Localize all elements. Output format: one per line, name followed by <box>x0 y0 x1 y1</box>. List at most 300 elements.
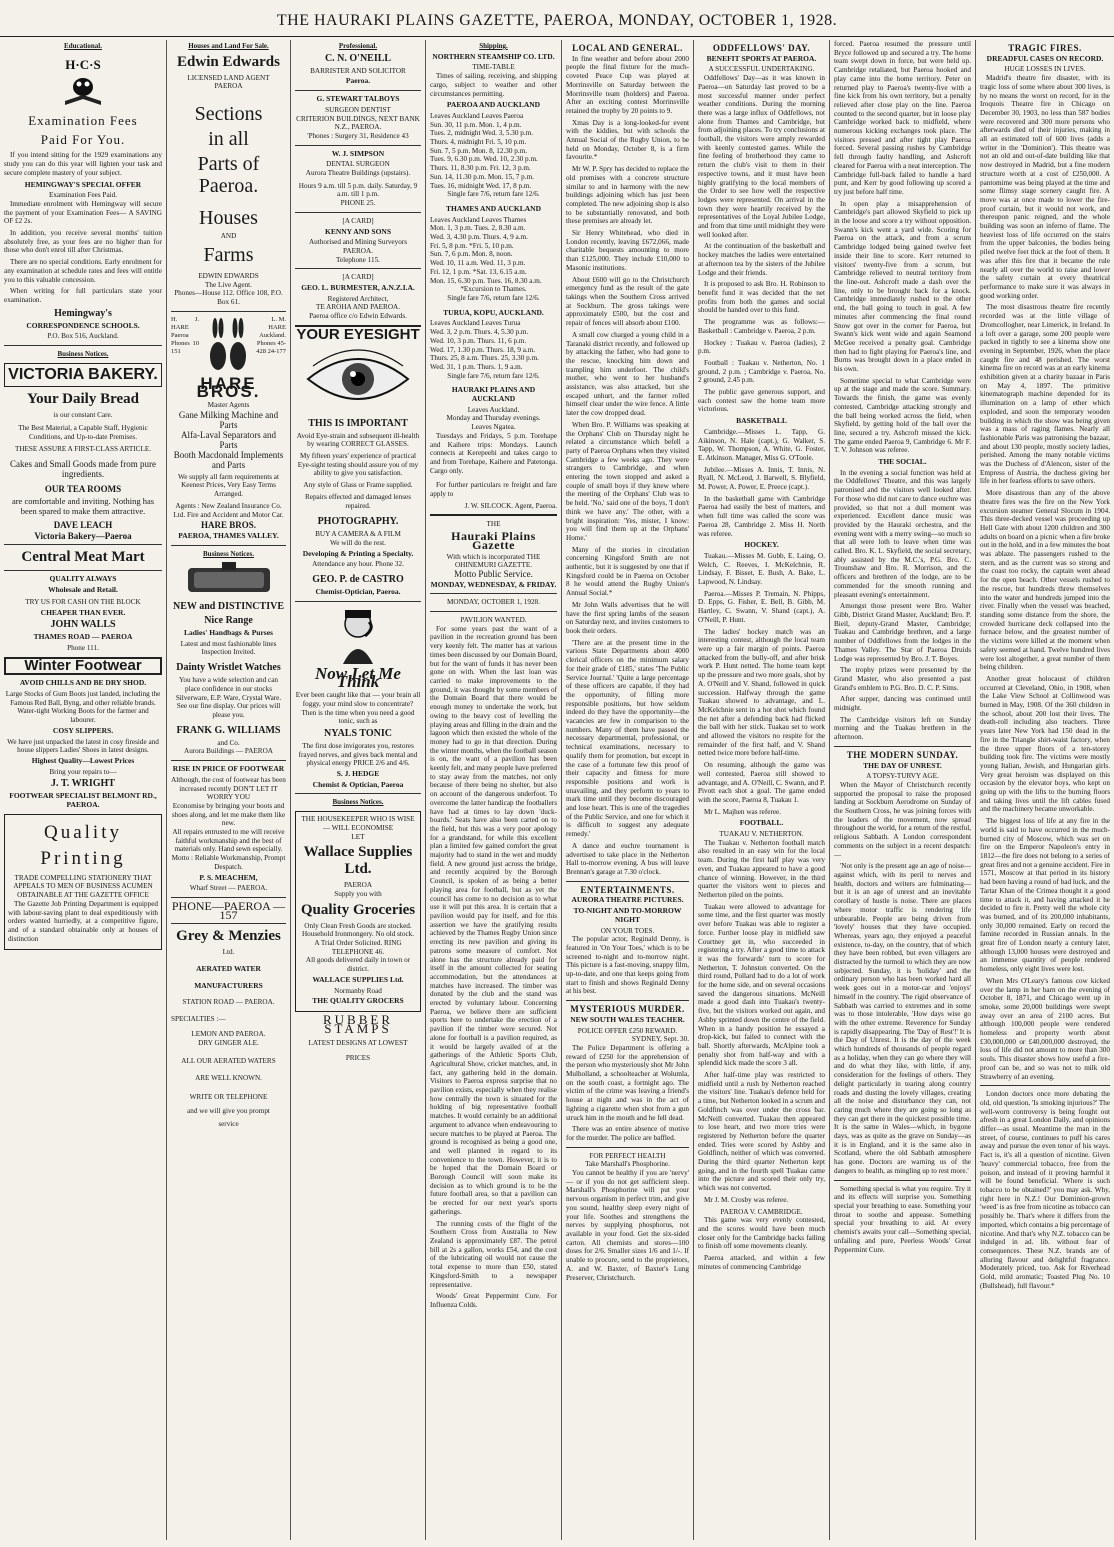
rise-text: Although, the cost of footwear has been increased recently DON'T LET IT WORRY YOU <box>171 775 286 802</box>
paragraph: Mr J. M. Crosby was referee. <box>704 1195 789 1204</box>
divider <box>171 923 286 924</box>
talboys-phones: 'Phones : Surgery 31, Residence 43 <box>307 131 409 140</box>
issue-date: MONDAY, OCTOBER 1, 1928. <box>447 598 540 607</box>
paragraph: Mr John Walls advertises that he will have the first spring lambs of the season on Saturday next, and invites customers to book their orders. <box>566 600 689 635</box>
paragraph: In open play a misapprehension of Cambridge's part allowed Skyfield to pick up in the loose and score a try without opposition. Swann's kick went a yard wide. Scoring for Paeroa on the attack, and from a scrum Cambridge lodged being gained twelve feet inside their line to score. Kerr returned to visitors' twenty-five from a scrum, but Cambridge relieved to neutral territory from the line-out. Ashcroft made a dash over the line, only to be brought back for a knock. Cambridge immediately rushed to the other end, the ball going to touch in goal. A few minutes after commencing the final round Snow got over in the corner for Paeroa, but Swann's kick went wide and again Seamond McGee received a penalty goal. Cambridge then had to fight playing for Paeroa's line, and Burns was brought down in a place ended in his own. <box>834 199 971 374</box>
column-2 <box>167 40 291 1540</box>
hp-text: Leaves Ngatea. <box>471 423 516 432</box>
paeroa-auckland: PAEROA AND AUCKLAND <box>446 100 541 110</box>
benefit-sports: BENEFIT SPORTS AT PAEROA. <box>706 53 817 63</box>
editorial-text: For some years past the want of a pavilion in the recreation ground has been very keenly felt. The matter has at various times been discussed by our Domain Board, but for the want of funds it has never been gone on with. When the last loan was carried to make improvements to the ground, it was thought by some members of the Domain Board that there would be enough money to undertake the work, but owing to the heavy cost of levelling the playing areas and filling in the drain and the lagoon which then existed the whole of the money had to go in that direction. During the winter months, when the football season is on, the want of a pavilion has been keenly felt, and many people have preferred to stay away from the matches, not only because of there being no shelter, but also on account of the dangerous underfoot. To overcome the latter handicap the footballers have had at times to lay down 'duck-boards.' Seats have also been carted on to the field, but this was a very poor apology for a grandstand, for while this excellent plan a limited few gained comfort the great majority had to stand in the wet and muddy field. A new ground just across the bridge, and recently acquired by the Borough Council, is spoken of as being a better playing area for football, but as yet the council has come to no decision as to what use it will put this area. It is certain that a pavilion would pay for itself, and for this assertion we have the gratifying results achieved by the Thames Rugby Union since erecting its new pavilion and giving its patrons some measure of comfort. Not alone has the structure already paid for itself in the amount collected for seating accommodation, but the attendances at matches have increased. The timber was donated by the club and the stand was erected by voluntary labour. Concerning Paeroa, we believe there are sufficient sports here to undertake the erection of a pavilion if the timber were secured. Not alone for football is a pavilion required, as it would be largely availed of at the gatherings of the Athletic Sports Club, Agricultural Show, cricket matches, and, in fact, any gathering held in the domain. Visitors to Paeroa express surprise that no pavilion exists, especially when they realise how centrally the town is situated for the holding of big representative football matches. It would certainly be an additional argument to advance when endeavouring to secure matches to be played at Paeroa. The ground is recognised as being a good one, and well planned in regard to its convenience to the town. However, it is to be hoped that the Domain Board or Borough Council will soon make its decision as to which ground is to be the future football area, so that a pavilion can be erected for our next year's sports gatherings. <box>430 624 557 1216</box>
thinking-man-icon <box>323 606 393 666</box>
timetable-row: Fri. 12, 1 p.m. *Sat. 13, 6.15 a.m. <box>430 267 527 276</box>
column-1 <box>0 40 167 1540</box>
timetable-intro: Times of sailing, receiving, and shipping cargo, subject to weather and other circumstances permitting. <box>430 72 557 98</box>
paragraph: About £600 will go to the Christchurch emergency fund as the result of the gate takings when the Southern Cross arrived at Sockburn. The gross takings were approximately £500, but the cost and repair of fences will absorb about £100. <box>566 275 689 328</box>
parts-of-paeroa: Parts of Paeroa. <box>197 153 260 198</box>
victoria-bakery-paeroa: Victoria Bakery—Paeroa <box>34 530 132 541</box>
quality-grocers: THE QUALITY GROCERS <box>312 996 404 1006</box>
timetable-row: Fri. 5, 8 p.m. *Fri. 5, 10 p.m. <box>430 241 514 250</box>
section-heading: Shipping. <box>479 42 508 50</box>
agents-text: Agents : New Zealand Insurance Co. Ltd. Fire and Accident and Motor Car. <box>173 501 284 519</box>
wholesale-retail: Wholesale and Retail. <box>48 585 118 595</box>
police-offer: POLICE OFFER £250 REWARD. <box>577 1026 678 1035</box>
timetable-row: Tues. 9, 6.30 p.m. Wed. 10, 2.30 p.m. <box>430 155 538 164</box>
dainty-watches: Dainty Wristlet Watches <box>176 662 281 674</box>
paeroa: Paeroa. <box>345 76 371 86</box>
divider <box>834 746 971 747</box>
handbag-icon <box>184 560 274 596</box>
turua-kopu: TURUA, KOPU, AUCKLAND. <box>443 307 544 317</box>
paragraph: It is proposed to ask Bro. H. Robinson to benefit fund it was decided that the net profits from both the games and social should be handed over to this fund. <box>698 280 825 315</box>
live-agent: The Live Agent. <box>205 280 252 289</box>
simpson: W. J. SIMPSON <box>331 148 385 158</box>
paragraph: Football : Tuakau v. Netherton, No. 1 ground, 2 p.m. ; Cambridge v. Paeroa, No. 2 ground, 2.45 p.m. <box>698 358 825 385</box>
in-all: in all <box>208 128 249 151</box>
paragraph: A small cow charged a young child in a Taranaki district recently, and followed up by attacking the father, who had gone to the rescue, knocking him down and trampling him underfoot. The child's mother, who went to her husband's assistance, was also attacked, but she escaped unhurt, and the farmer rolled himself clear under the wire fence. A little later the cow dropped dead. <box>566 330 689 418</box>
hp-text: Leaves Auckland. <box>467 405 520 414</box>
wallace-ltd: WALLACE SUPPLIES Ltd. <box>312 974 404 984</box>
daily-bread: Your Daily Bread <box>27 391 139 408</box>
paragraph: In fine weather and before about 2000 people the final fixture for the much-coveted Peace Cup was played at Morrinsville on Saturday between the Morrinsville team (holders) and Paeroa. After an exciting contest Morrinsville retained the trophy by 20 points to 9. <box>566 54 689 115</box>
aurora-pictures: AURORA THEATRE PICTURES. <box>571 895 684 905</box>
this-is-important: THIS IS IMPORTANT <box>308 417 408 429</box>
excursion: *Excursion to Thames. <box>460 285 527 294</box>
quality-printing-box <box>4 814 162 951</box>
we-do-rest: We will do the rest. <box>330 538 386 547</box>
paragraph: Paeroa attacked, and within a few minutes of commencing Cambridge <box>698 1254 825 1271</box>
section-heading: Business Notices. <box>332 798 384 807</box>
northern-steamship: NORTHERN STEAMSHIP CO. LTD. <box>432 51 555 61</box>
printing-text: The Gazette Job Printing Department is equipped with labour-saving plant to deal expeditiously with orders wanted hurriedly, at a competitive figure, and of a standard obtainable only at houses of distinction <box>8 899 158 943</box>
manufacturers: MANUFACTURERS <box>194 980 263 990</box>
prompt: and we will give you prompt <box>187 1107 270 1116</box>
paragraph: The most disastrous theatre fire recently recorded was at the little village of Dromcollogher, near Limerick, in Ireland. In a loft over a garage, some 200 people were packed in tightly to see a kinema show one evening in September, 1926, when the place caught fire and 48 perished. The worst kinema fire on record was at an early kinema exhibition given at a charity bazaar in Paris on May 4, 1897. The primitive kinematograph machine depended for its illumination on a lamp of ether which exploded, and soon the temporary wooden building in which the show was being given was a mass of raging flames. Nearly all fashionable Paris was patronising the bazaar, and about 130 people, mostly society ladies, perished. Among the many notable victims was the Duchess of d'Alencon, sister of the Empress of Austria, the duchess giving her life in her fearless efforts to save others. <box>980 303 1110 486</box>
nice-range: Nice Range <box>204 615 253 627</box>
hemingway-name: Hemingway's <box>54 307 112 319</box>
the: THE <box>486 520 501 529</box>
paeroa-office: Paeroa office c/o Edwin Edwards. <box>309 312 407 321</box>
paragraph: This game was very evenly contested, and the scores would have been much closer only for the Cambridge backs failing to finish off some movements cleanly. <box>698 1216 825 1251</box>
paragraph: forced. Paeroa resumed the pressure until Bryce followed up and secured a try. The home team swept down in force, but were held up. Cambridge retaliated, but Paeroa hooked and play came into the home territory. Peter on returned play to Paeroa's twenty-five with a fine kick from his own territory, but a penalty relieved after close play on the line. Paeroa counted to the second quarter, but in loose play Cambridge worked back to midfield, where numerous kicking exchanges took place. The visitors pressed and after tight play Paeroa forced. Several passing rushes by Cambridge fell through faulty handling, and Ashcroft cleared for Paeroa with a neat interception. The Cambridge full-back failed to handle a hard punt, and Kerr by good following up scored a try just before half time. <box>834 40 971 196</box>
paragraph: There was an entire absence of motive for the murder. The police are baffled. <box>566 1125 689 1142</box>
hemingway-schools: CORRESPONDENCE SCHOOLS. <box>26 320 140 330</box>
paper-title: Hauraki Plains Gazette <box>451 529 536 552</box>
latest-designs: LATEST DESIGNS AT LOWEST <box>308 1039 408 1048</box>
paragraph: Tuakau were allowed to advantage for some time, and the first quarter was mostly over before Tuakau was able to register a force. Further loose play in midfield saw Courtney get in, who succeeded in registering a try. After a good time to attack it was the forwards' turn to score for Netherton, T. Johnston converted. On the third round, Pollard had to do a lot of work for the home side, and on several occasions saved the dangerous situations. McNeill made a good dash into Tuakau's twenty-five, but the visitors worked out again, and Ashby sprinted down the centre of the field. When in a handy position he essayed a drop-kick, but failed to connect with the ball. Shortly afterwards, McAlpine took a penalty shot from half-way and with a splendid kick made the score 3 all. <box>698 902 825 1068</box>
divider <box>295 145 421 146</box>
divider <box>834 1180 971 1181</box>
eye-text: Repairs effected and damaged lenses repaired. <box>304 492 412 510</box>
divider <box>171 545 286 546</box>
cosy-slippers: COSY SLIPPERS. <box>52 725 114 735</box>
timetable-row: Wed. 3, 4.30 p.m. Thurs. 4, 9 a.m. <box>430 233 528 242</box>
handbag-illustration <box>171 560 286 599</box>
column-5 <box>562 40 694 1540</box>
local-general: LOCAL AND GENERAL. <box>572 43 683 53</box>
printing-heading: Printing <box>40 847 126 869</box>
wharf-street: Wharf Street — PAEROA. <box>189 884 268 893</box>
specialties: SPECIALTIES :— <box>171 1015 226 1024</box>
service: service <box>218 1120 239 1129</box>
hours: Hours 9 a.m. till 5 p.m. daily. Saturday, 9 a.m. till 1 p.m. <box>298 181 418 199</box>
rubber-stamps: RUBBER STAMPS <box>322 1012 393 1036</box>
timetable-row: Thurs. 25, 8 a.m. Thurs. 25, 3.30 p.m. <box>430 354 539 363</box>
criterion: CRITERION BUILDINGS, NEXT BANK N.Z., PAEROA. <box>296 114 420 132</box>
fare: Single fare 7/6, return fare 12/6. <box>447 371 540 380</box>
paragraph: The Tuakau v. Netherton football match also resulted in an easy win for the local team. During the first half play was very even, and Tuakau appeared to have a good chance of winning. However, in the third quarter the visitors went to pieces and Netherton piled on the points. <box>698 838 825 899</box>
rise-text: All repairs entrusted to me will receive faithful workmanship and the best of materials only. Hand sewn especially. <box>172 828 285 854</box>
paragraph: The trophy prizes were presented by the Grand Master, who also presented a past Grand's emblem to P.G. Bro. D. C. P. Sims. <box>834 666 971 692</box>
paragraph: When the Mayor of Christchurch recently supported the proposal to raise the proposed landing at Sockburn Aerodrome on Sunday of the Southern Cross, he was joining forces with the leaders of the movement, now spread throughout the world, for a return of the restful, religious Sabbath. A London correspondent comments on the subject in a recent despatch:— <box>834 780 971 859</box>
basketball: BASKETBALL <box>736 416 787 426</box>
grocery-text: Only Clean Fresh Goods are stocked. <box>304 921 412 930</box>
paragraph: Mr W. P. Spry has decided to replace the old premises with a concrete structure similar to and in harmony with the new buildings adjoining which has just been completed. The new adjoining shop is also to be substantially renovated, and both these premises are already let. <box>566 165 689 226</box>
paragraph: In addition, you receive several months' tuition absolutely free, as your fees are no higher than for those who don't enrol till after Christmas. <box>4 229 162 255</box>
edwin-edwards-caps: EDWIN EDWARDS <box>198 271 259 280</box>
a-card: [A CARD] <box>342 273 374 282</box>
successful: A SUCCESSFUL UNDERTAKING. <box>708 65 815 74</box>
offer-sub: Examination Fees Paid. <box>48 191 118 200</box>
paragraph: 'There are at the present time in the various State Departments about 4000 clerical officers on the minimum salary for their grade of £185,' states 'The Public Service Journal.' 'Quite a large percentage of these officers are capable, if they had the opportunity, of filling more responsible positions, but how seldom indeed do they have the opportunity—the vacancies are few in comparison to the numbers. Many of them have passed the necessary departmental, professional, or technical examinations, necessary to qualify them for promotion, but except in the case of a fortunate few this proof of their capacity and fitness for more responsible positions and work is unavailing, and they perform to years to mark time until they become discouraged and lose heart. This is one of the tragedies of the Public Service, and one for which it is difficult to suggest any adequate remedy.' <box>566 638 689 839</box>
aurora-theatre: Aurora Theatre Buildings (upstairs). <box>305 169 411 178</box>
the-social: THE SOCIAL. <box>878 457 927 467</box>
paragraph: The ladies' hockey match was an interesting contest, although the local team were up a fair margin of points. Paeroa attacked from the bully-off, and after brisk work P. Hunt netted. The home team kept up the pressure and two more goals, shot by A. O'Neill and V. Shand, followed in quick succession. Halfway through the game Tuakau showed to advantage, and L. McKelchnie sent in a hot shot which found the net after a defending back had flicked the ball with her stick. Tuakau set to work and allowed the visitors no respite for the remainder of the first half, and V. Shand netted twice more before half-time. <box>698 627 825 758</box>
hare-bros-address: PAEROA, THAMES VALLEY. <box>178 530 279 540</box>
aurora-buildings: Aurora Buildings — PAEROA <box>184 747 273 756</box>
wallace-paeroa: PAEROA <box>343 881 373 890</box>
john-walls: JOHN WALLS <box>50 619 116 631</box>
paragraph: The popular actor, Reginald Denny, is featured in 'On Your Toes,' which is to be screened to-night and to-morrow night. This picture is a fast-moving, snappy film, up-to-date, and one that keeps going from start to finish and shows Reginald Denny at his best. <box>566 935 689 996</box>
victoria-bakery-title: VICTORIA BAKERY. <box>8 365 158 383</box>
write-telephone: WRITE OR TELEPHONE <box>189 1092 268 1101</box>
timetable-row: Sun. 14, 11.30 p.m. Mon. 15, 7 p.m. <box>430 172 534 181</box>
divider <box>4 345 162 346</box>
ee-phones: Phones—House 112. Office 108, P.O. Box 61. <box>174 289 283 306</box>
now-let-me-think: Now Let Me Think <box>315 663 401 692</box>
burmester: GEO. L. BURMESTER, A.N.Z.I.A. <box>301 283 415 293</box>
divider <box>566 881 689 882</box>
hare-bros-logo: HARE BROS. <box>196 373 261 402</box>
victoria-bakery-box <box>4 363 162 388</box>
timetable-row: Sun. 7, 6 p.m. Mon. 8, noon. <box>430 250 513 259</box>
kenny-sons: KENNY AND SONS <box>325 226 391 236</box>
paragraph: A dance and euchre tournament is advertised to take place in the Netherton Hall to-morrow evening. A bus will leave Brennan's garage at 7.30 o'clock. <box>566 841 689 876</box>
newspaper-page <box>0 40 1114 1540</box>
section-heading: Business Notices. <box>203 549 254 558</box>
section-heading: Professional. <box>338 42 378 50</box>
fare: Single fare 7/6, return fare 12/6. <box>447 190 540 199</box>
hare-bros-name: HARE BROS. <box>200 520 256 531</box>
winter-footwear: Winter Footwear <box>4 657 162 676</box>
hp-text: Monday and Thursday evenings. <box>446 414 541 423</box>
paragraph: Amongst those present were Bro. Walter Gibb, District Grand Master, Auckland; Bro. P. Bieil, deputy-Grand Master, Cambridge; Tuakau and Cambridge brethren, and a large number of Oddfellows from the lodges in the Thames Valley. The Star of Paeroa Druids Lodge was represented by Bro. J. T. Boyes. <box>834 602 971 663</box>
paragraph: When Mrs O'Leary's famous cow kicked over the lamp in her barn on the evening of October 8, 1871, and Chicago went up in smoke, some 20,000 buildings were swept away over an area of 2100 acres. But although 100,000 people were rendered homeless and property worth about £30,000,000 or £40,000,000 destroyed, the loss of life did not amount to more than 300 souls. This disaster shows how useful a fire-proof can be, and so was not to milk old Strawberry of an evening. <box>980 976 1110 1081</box>
land-agent: LICENSED LAND AGENT <box>187 73 270 82</box>
hedge-chemist: Chemist & Optician, Paeroa <box>312 779 404 789</box>
booth-macdonald: Booth Macdonald Implements and Parts <box>173 449 284 470</box>
latest-lines: Latest and most fashionable lines Inspection Invited. <box>180 639 277 657</box>
well-known: ARE WELL KNOWN. <box>195 1073 262 1082</box>
column-6 <box>694 40 830 1540</box>
paeroa: PAEROA <box>214 82 243 91</box>
master-agents: Master Agents <box>207 401 250 410</box>
dental-surgeon: DENTAL SURGEON <box>326 160 390 169</box>
paragraph: Immediate enrolment with Hemingway will secure the payment of your Examination Fees— A SAVING OF £2 2s. <box>4 199 162 226</box>
surgeon-dentist: SURGEON DENTIST <box>325 105 391 114</box>
bakery-text: THESE ASSURE A FIRST-CLASS ARTICLE. <box>14 444 152 453</box>
hcs-logo <box>4 57 162 110</box>
masthead-title: THE HAURAKI PLAINS GAZETTE, PAEROA, MONDAY, OCTOBER 1, 1928. <box>276 12 838 29</box>
barrister: BARRISTER AND SOLICITOR <box>310 66 406 75</box>
photography: PHOTOGRAPHY. <box>317 516 399 528</box>
column-4 <box>426 40 562 1540</box>
divider <box>430 593 557 594</box>
grey-menzies: Grey & Menzies <box>176 928 281 945</box>
talboys: G. STEWART TALBOYS <box>316 94 400 104</box>
hp-text: For further particulars re freight and fare apply to <box>430 481 557 499</box>
timetable-row: Sun. 7, 5 p.m. Mon. 8, 12.30 p.m. <box>430 146 528 155</box>
paragraph: Xmas Day is a long-looked-for event with the kiddies, but with schools the Annual Social of the Rugby Union, to be held on Monday, October 8, is a firm favourite.* <box>566 118 689 162</box>
thames-auckland: THAMES AND AUCKLAND <box>445 203 541 213</box>
grocery-text: All goods delivered daily in town or district. <box>305 956 411 974</box>
your-eyesight: YOUR EYESIGHT <box>296 325 420 343</box>
day-of-unrest: THE DAY OF UNREST. <box>863 760 942 770</box>
hj-hare: H. J. HARE Paeroa Phones 10 151 <box>171 315 199 355</box>
footwear-text: Large Stocks of Gum Boots just landed, including the Famous Red Ball, Byng, and other reliable brands. <box>5 690 161 707</box>
paragraph: The programme was as follows:— Basketball : Cambridge v. Paeroa, 2 p.m. <box>698 318 825 335</box>
entertainments: ENTERTAINMENTS. <box>580 884 675 895</box>
eye-text: My fifteen years' experience of practical Eye-sight testing should assure you of my ability to give you satisfaction. <box>297 451 419 478</box>
paragraph: At the continuation of the basketball and hockey matches the ladies were entertained at afternoon tea by the sisters of the Jubilee Lodge and their friends. <box>698 242 825 277</box>
paragraph: When Bro. P. Williams was speaking at the Orphans' Club on Thursday night he related a circumstance which befell a party of Paeroa Orphans when they visited Cambridge a few weeks ago. They were strangers to Cambridge, and when entering the town stopped and asked a couple of small boys if they knew where the meeting of the Orphans' Club was to be held. 'No,' said one of the boys, 'I don't think we have any.' The other, with a bright inspiration: 'Yes, mister, I know: you will find them up at the Orphans' Home.' <box>566 420 689 542</box>
paragraph: More disastrous than any of the above theatre fires was the fire on the New York excursion steamer General Slocum in 1904. This three-decked vessel was proceeding up Hell Gate with about 1200 children and 300 adults on board on a picnic when a fire broke out in the hold, and in a few minutes the boat was ablaze. The passengers rushed to the stern, and as the current was so strong and the coast too rocky, the captain went ahead for the open beach. Other vessels rushed to the rescue, but hundreds threw themselves into the water and hundreds jumped into the river. Finally when the vessel was beached, standing some distance from the shore, the crowded hurricane deck collapsed into the furnace below, and the greatest number of the victims were killed at the moment when safety seemed at hand. Twelve hundred lives were lost altogether, a great number of them being children. <box>980 489 1110 672</box>
paragraph: The public gave generous support, and each contest saw the home team more victorious. <box>698 388 825 414</box>
phone-111: Phone 111. <box>67 643 99 652</box>
paragraph: In the evening a social function was held at the Oddfellows' Theatre, and this was largely patronised and the visitors well looked after. For those who did not care to dance euchre was provided, so that not a dull moment was experienced. Excellent dance music was provided by the Hauraki orchestra, and the evening went with a merry swing—so much so that all were loth to leave when time was called. Bro. K. L. Skyfield, the social secretary, ably assisted by the M.C.'s, P.G. Bro. C. Trounshaw and Bro. R. Morrison, and the officers and brethren of the lodge, are to be commended for the smooth running and pleasant evening's entertainment. <box>834 468 971 599</box>
bakery-text: The Best Material, a Capable Staff, Hygienic Conditions, and Up-to-date Premises. <box>18 424 148 441</box>
paragraph: Mr L. Majhen was referee. <box>704 807 782 816</box>
paragraph: When writing for full particulars state your examination. <box>4 287 162 304</box>
paeroa-auckland-rows <box>430 121 557 191</box>
section-heading: Educational. <box>64 42 102 50</box>
paragraph: Sir Henry Whitehead, who died in London recently, leaving £672,066, made charitable bequests amounting to more than £125,000. They include £10,000 to Masonic institutions. <box>566 229 689 272</box>
hauraki-plains-auckland: HAURAKI PLAINS AND AUCKLAND <box>451 385 536 404</box>
paragraph: 'Not only is the present age an age of noise—against which, with its peril to nerves and health, doctors and writers are fulminating—but it is an age of unrest and an inevitable corollary of hustle is noise. There are places where motor traffic is rendering life unbearable. People are being driven from 'lovely' houses that they have occupied. Whereas, years ago, they enjoyed a peaceful existence, to-day, on the country, that of which they have been robbed, but even villagers are distracted by the turmoil to which they are now subjected. Sunday, it is 'holiday' and the ordinary person who has been worked hard all week goes out in a motor-car and 'enjoys' himself in the country. The rigid observance of Sabbath was carried to extremes and in some was to those intolerable, 'How days wise go with the other extreme. Reverence for Sunday is rapidly disappearing. The 'Day of Rest'!' It is the Day of Unrest. It is the day of the week which hundreds of thousands of people regard as a holiday, when they can go where they will and do what they like, with little, if any, consideration for the feelings of others. They delight particularly in tearing along country roads and dusting the lovely villages, creating all the noise and disturbance they can, not caring much where they are going so long as they can get there in the quickest possible time. It is the same in Wales—which, in bygone days, was as quite as the grave on Sunday—as it is in England, and it is the same also in Scotland, where the old Sabbath atmosphere has gone. Doctors are warning us of the dangers to health, as mingling up to rest more.' <box>834 862 971 1175</box>
paragraph: London doctors once more debating the old, old question, 'Is smoking injurious?' The well-worn controversy is being fought out afresh in a great London Daily, and opinions differ—as usual. Meantime the man in the street, of course, continues to puff his cares away and pursue the even tenor of his ways. Fact is, it's all a question of nicotine. Given 'heavy' commercial tobacco, free from the poison, and instead of it proving harmful it will be found beneficial. 'Where is such tobacco to be obtained?' you may ask. Why, right here in N.Z.! Our Dominion-grown 'weed' is as free from nicotine as tobacco can possibly be. That's where it differs from the imported, which contains a big percentage of nicotine. And that's why N.Z. tobacco can be indulged in ad. lib. without fear of consequences. These N.Z. brands are of alluring flavour and delightful fragrance. Moderately priced, too. Ask for Riverhead Gold, mild aromatic; Toasted Plug No. 10 (Bullshead), full flavour.* <box>980 1090 1110 1290</box>
see-display: See our fine display. Our prices will please you. <box>176 702 281 719</box>
nyals-tonic: NYALS TONIC <box>324 727 392 739</box>
divider <box>171 897 286 898</box>
paragraph: The Cambridge visitors left on Sunday morning and the Tuakau brethren in the afternoon. <box>834 715 971 742</box>
paragraph: Oddfellows' Day—as it was known in Paeroa—on Saturday last proved to be a most successful manner under perfect weather conditions. During the morning there was a large influx of Oddfellows, not alone from Thames and Cambridge, but from adjoining places. To try conclusions at football, the visitors were amply rewarded with keenly contested games. While the fine feeling of brotherhood they came to return the club's visit to them in their respective towns, and it must have been highly gratifying to the local members of the Order to see how well the respective lodges were represented. On arrival in the town they were heartily received by the representatives of the Loyal Jubilee Lodge, and from that time until midnight they were well looked after. <box>698 74 825 239</box>
paragraph: After half-time play was restricted to midfield until a rush by Netherton reached the visitors' line. Tuakau's defence held for a time, but Netherton looked in a scrum and Goldfinch was over under the cross bar. McNeill converted. Tuakau then appeared to lose heart, and two more tries were registered by Netherton before the quarter ended. Tries were scored by Ashby and Goldfinch, neither of which was converted. During the third quarter Netherton kept going, and in the fourth spell Tuakau came into the picture and scored their only try, which was not converted. <box>698 1071 825 1193</box>
oddfellows-day: ODDFELLOWS' DAY. <box>712 43 811 53</box>
owl-book-icon <box>53 57 113 107</box>
incorporated: With which is incorporated THE OHINEMURI GAZETTE. <box>446 552 541 570</box>
modern-sunday: THE MODERN SUNDAY. <box>846 749 959 760</box>
offer-title: HEMINGWAY'S SPECIAL OFFER <box>24 179 142 189</box>
divider <box>980 1085 1110 1086</box>
telephone-115: Telephone 115. <box>336 255 380 264</box>
marshalls: Take Marshall's Phosphorine. <box>585 1160 670 1169</box>
all-aerated: ALL OUR AERATED WATERS <box>181 1057 276 1066</box>
timetable-row: Thurs. 4, midnight Fri. 5, 10 p.m. <box>430 138 527 147</box>
paragraph: Something special is what you require. Try it and its effects will surprise you. Something special your breathing to ease. Something your throat to soothe and appease. Something special your breathing to aid. At every chemist's awaits your call—Something special, unfailing and pure, Peerless Woods' Great Peppermint Cure. <box>834 1184 971 1254</box>
footwear-prices: Highest Quality—Lowest Prices <box>31 755 135 765</box>
frank-williams-co: and Co. <box>217 738 240 747</box>
paragraph: The biggest loss of life at any fire in the world is said to have occurred in the much-burned city of Moscow, which was set on fire on the Emperor Napoleon's entry in 1812—the fire does not belong to a series of great fires and not a genuine accident. Fire in 1571, Moscow at that period in its history had been having a round of bad luck, and the Tartar Khan of the Crimea thought it a good time to attack it, and having attacked it he decided to fire it. Pretty well the whole city was burned, and of its 200,000 inhabitants, only 30,000 remained. Early on record the famine recorded in Russian annals. In the great fire of London nearly a century later, although 13,000 houses were destroyed and an immense quantity of people rendered homeless, only eight lives were lost. <box>980 817 1110 974</box>
section-heading: Business Notices. <box>57 350 109 359</box>
avoid-chills: AVOID CHILLS AND BE DRY SHOD. <box>19 678 147 688</box>
phone-25: PHONE 25. <box>340 199 376 208</box>
footwear-repairs: Bring your repairs to— <box>49 767 117 776</box>
edwin-edwards: Edwin Edwards <box>177 53 280 70</box>
tonight: TO-NIGHT AND TO-MORROW NIGHT <box>573 906 682 924</box>
timetable-row: Tues. 2, midnight Wed. 3, 5.30 p.m. <box>430 129 534 138</box>
rise-text: Economise by bringing your boots and shoes along, and let me make them like new. <box>171 801 286 828</box>
printing-text: TRADE COMPELLING STATIONERY THAT APPEALS TO MEN OF BUSINESS ACUMEN OBTAINABLE AT THE GAZETTE OFFICE <box>13 873 153 900</box>
lm-hare: L. M. HARE Auckland. Phones 45-428 24-177 <box>256 315 286 355</box>
nsw-teacher: NEW SOUTH WALES TEACHER. <box>570 1014 685 1024</box>
timetable-row: Mon. 15, 6.30 p.m. Tues. 16, 8.30 a.m. <box>430 276 542 285</box>
wallace-supplies: Wallace Supplies Ltd. <box>303 844 413 878</box>
alfa-laval: Alfa-Laval Separators and Parts <box>181 429 276 450</box>
huge-losses: HUGE LOSSES IN LIVES. <box>1004 65 1086 74</box>
divider <box>295 793 421 794</box>
divider <box>295 268 421 269</box>
time-table: TIME-TABLE <box>472 63 515 72</box>
sections-heading: Sections <box>194 103 263 126</box>
timetable-row: Wed. 10, 3 p.m. Thurs. 11, 6 p.m. <box>430 336 527 345</box>
column-3 <box>291 40 426 1540</box>
publish-days: MONDAY, WEDNESDAY, & FRIDAY. <box>430 579 557 589</box>
section-heading: Houses and Land For Sale. <box>188 42 269 50</box>
topsy-turvy: A TOPSY-TURVY AGE. <box>866 772 939 781</box>
aerated-water: AERATED WATER <box>196 964 261 974</box>
timetable-head: Leaves Auckland Leaves Paeroa <box>430 111 524 120</box>
paragraph: In the basketball game with Cambridge Paeroa had easily the best of matters, and when full time was called the score was Paeroa 28, Cambridge 2. Miss H. North was referee. <box>698 494 825 538</box>
rise-in-price: RISE IN PRICE OF FOOTWEAR <box>172 764 285 774</box>
cn-oneill: C. N. O'NEILL <box>324 52 392 64</box>
mysterious-murder: MYSTERIOUS MURDER. <box>570 1004 685 1015</box>
paragraph: Paeroa.—Misses P. Tremain, N. Phipps, D. Epps, G. Fisher, E. Bell, B. Gibb, M. Hartley, C. Swann, V. Shand (capt.), A. O'Neill, P. Hunt. <box>698 589 825 624</box>
quality-groceries: Quality Groceries <box>300 901 416 918</box>
tea-rooms: OUR TEA ROOMS <box>44 484 122 495</box>
cakes-text: Cakes and Small Goods made from pure ingredients. <box>10 459 156 480</box>
eye-icon <box>303 344 413 414</box>
divider <box>430 514 557 516</box>
paragraph: After supper, dancing was continued until midnight. <box>834 695 971 713</box>
normanby-road: Normanby Road <box>334 986 382 995</box>
timetable-row: Tues. 16, midnight Wed. 17, 8 p.m. <box>430 181 532 190</box>
buy-camera: BUY A CAMERA & A FILM <box>315 530 401 539</box>
paragraph: Another great holocaust of children occurred at Cleveland, Ohio, in 1908, when the Lake View School at Collinwood was burned in May, 1908. Of the 360 children in the school, about 200 lost their lives. The death-roll including also teachers. Three years later New York had 150 dead in the fire in the Triangle shirt-waist factory, when the three upper floors of a ten-storey building took fire. The victims were mostly young Italian, Jewish, and Hungarian girls. Very great heroism was displayed on this occasion by the elevator boys, who kept on going up with the lifts to the burning floors and taking lives until the lift cables fused and the machinery became unworkable. <box>980 674 1110 814</box>
watches-text: You have a wide selection and can place confidence in our stocks <box>178 676 279 693</box>
central-meat-mart: Central Meat Mart <box>21 549 145 566</box>
paragraph: Many of the stories in circulation concerning Kingsford Smith are not authentic, but it is suggested by one that if Kingsford could be in Paeroa on October 8 he would attend the Rugby Union's Annual Social.* <box>566 545 689 598</box>
exam-headline-1: Examination Fees <box>28 113 138 129</box>
frank-williams: FRANK G. WILLIAMS <box>176 724 281 736</box>
on-your-toes: ON YOUR TOES. <box>600 926 655 935</box>
handbags: Ladies' Handbags & Purses <box>184 628 273 638</box>
lemon-paeroa: LEMON AND PAEROA. <box>191 1029 266 1038</box>
paragraph: Cambridge.—Misses L. Tapp, G. Aikinson, N. Hale (capt.), G. Walker, S. Tapp, W. Thompson, A. White, G. Foster, E. Atkinson. Manager, Miss G. O'Toole. <box>698 427 825 462</box>
jt-wright: J. T. WRIGHT <box>51 778 115 790</box>
divider <box>566 1000 689 1001</box>
paragraph: The running costs of the flight of the Southern Cross from Australia to New Zealand is approximately £87. The petrol bill at 2s a gallon, works £54, and the cost of the lubricating oil would not cause the total expense to more than £50, stated Kingsford-Smith to a newspaper representative. <box>430 1219 557 1289</box>
daily-bread-sub: is our constant Care. <box>53 411 113 420</box>
timetable-row: Wed. 10, 11 a.m. Wed. 11, 3 p.m. <box>430 259 526 268</box>
perfect-health: FOR PERFECT HEALTH <box>589 1151 666 1160</box>
a-card: [A CARD] <box>342 216 374 225</box>
timetable-head: Leaves Auckland Leaves Thames <box>430 215 527 224</box>
timetable-row: Wed. 17, 1.30 p.m. Thurs. 18, 9 a.m. <box>430 345 536 354</box>
wallace-box <box>295 811 421 1012</box>
let: LET <box>351 832 365 841</box>
de-castro: GEO. P. de CASTRO <box>312 574 404 586</box>
divider <box>4 544 162 545</box>
divider <box>171 760 286 761</box>
hare-header <box>171 316 286 376</box>
column-7 <box>830 40 976 1540</box>
meachem: P. S. MEACHEM, <box>199 872 258 882</box>
divider <box>295 601 421 602</box>
paragraph: If you intend sitting for the 1929 examinations any study you can do this year will lighten your task and secure complete mastery of your subject. <box>4 151 162 177</box>
paragraph: Hockey : Tuakau v. Paeroa (ladies), 2 p.m. <box>698 338 825 356</box>
paragraph: Sometime special to what Cambridge were up at the stage and made the score. Summary. Towards the finish, the game was evenly contested, Cambridge attacking strongly and the ball being worked across the field, when Skyfield, by getting hold of the ball over the line, secured a try. Ashcroft missed the kick. The game ended Paeroa 9, Cambridge 6. Mr F. T. V. Johnson was referee. <box>834 376 971 455</box>
football: FOOTBALL. <box>739 818 784 828</box>
paragraph: Madrid's theatre fire disaster, with its tragic loss of some where about 300 lives, is by no means the worst on record, for in the Iroquois Theatre fire in Chicago on December 30, 1903, no less than 587 bodies were recovered and 300 more persons who afterwards died of their injuries, making in all an estimated toll of 600 lives (adds a writer in the 'Dominion'). This theatre was not an old and out-of-date building like that now destroyed in Madrid, but a fine modern structure worth at a cost of £250,000. A pantomime was being played at the time and some flimsy stage scenery caught fire. A move was at once made to lower the fire-proof curtain, but it would not work, and thereupon panic reigned, and the whole building was soon an inferno of flame. The heaviest loss of life occurred on the stairs from the upper balconies, the bodies being piled twelve feet thick at the foot of them. It was after this fire that it became the rule nearly all over the world to raise and lower the safety curtain at every theatrical performance to make sure it was always in good working order. <box>980 74 1110 300</box>
timetable-row: Sun. 30, 11 p.m. Mon. 1, 4 p.m. <box>430 120 522 129</box>
paragraph: Jubilee.—Misses A. Innis, T. Innis, N. Ryall, N. McLeod, J. Barwell, S. Blyfield, M. Power, A. Power, E. Preece (capt.). <box>698 465 825 492</box>
timetable-row: Wed. 3, 2 p.m. Thurs. 4, 5.30 p.m. <box>430 328 529 337</box>
eye-text: Any style of Glass or Frame supplied. <box>303 481 413 490</box>
motto: Motto Public Service. <box>454 568 533 579</box>
eye-text: Avoid Eye-strain and subsequent ill-health by wearing CORRECT GLASSES. <box>296 431 420 449</box>
divider <box>4 570 162 571</box>
grocery-text: A Trial Order Solicited. RING TELEPHONE 46. <box>314 939 402 956</box>
thames-auckland-rows <box>430 224 557 285</box>
hares-icon <box>203 316 253 376</box>
timetable-row: Mon. 1, 3 p.m. Tues. 2, 8.30 a.m. <box>430 224 526 233</box>
dave-leach: DAVE LEACH <box>53 519 113 530</box>
housekeeper: THE HOUSEKEEPER WHO IS WISE— WILL ECONOMISE <box>301 815 415 832</box>
station-road: STATION ROAD — PAEROA. <box>182 998 275 1007</box>
silverware: Silverware, E.P. Ware, Crystal Ware. <box>175 693 282 702</box>
new-distinctive: NEW and DISTINCTIVE <box>173 601 284 613</box>
thames-road: THAMES ROAD — PAEROA <box>33 632 133 642</box>
timetable-row: Wed. 31, 1 p.m. Thurs. 1, 9 a.m. <box>430 362 523 371</box>
paragraph: There are no special conditions. Early enrolment for any examination at schedule rates and fees will entitle you to this valuable concession. <box>4 258 162 284</box>
footwear-text: We have just unpacked the latest in cosy fireside and house slippers Ladies' Shoes in latest designs. <box>7 737 159 755</box>
footwear-specialist: FOOTWEAR SPECIALIST BELMONT RD., PAEROA. <box>9 791 157 810</box>
quality-heading: Quality <box>44 821 122 843</box>
architect: Registered Architect, <box>327 294 389 303</box>
phone-157: PHONE—PAEROA —157 <box>171 898 286 922</box>
divider <box>295 90 421 91</box>
surveyors: Authorised and Mining Surveyors PAEROA. <box>308 238 408 255</box>
gane: Gane Milking Machine and Parts <box>178 409 279 430</box>
tonic-text: Ever been caught like that — your brain all foggy, your mind slow to concentrate? Then is the time when you need a good tonic, such as <box>295 691 421 726</box>
and-word: AND <box>220 232 237 241</box>
prices: PRICES <box>345 1054 371 1063</box>
grey-menzies-ltd: Ltd. <box>222 948 235 957</box>
hemingway-address: P.O. Box 516, Auckland. <box>47 332 119 341</box>
column-8 <box>976 40 1114 1540</box>
timetable-head: Leaves Auckland Leaves Turua <box>430 319 521 328</box>
sydney-dateline: SYDNEY, Sept. 30. <box>631 1035 689 1044</box>
